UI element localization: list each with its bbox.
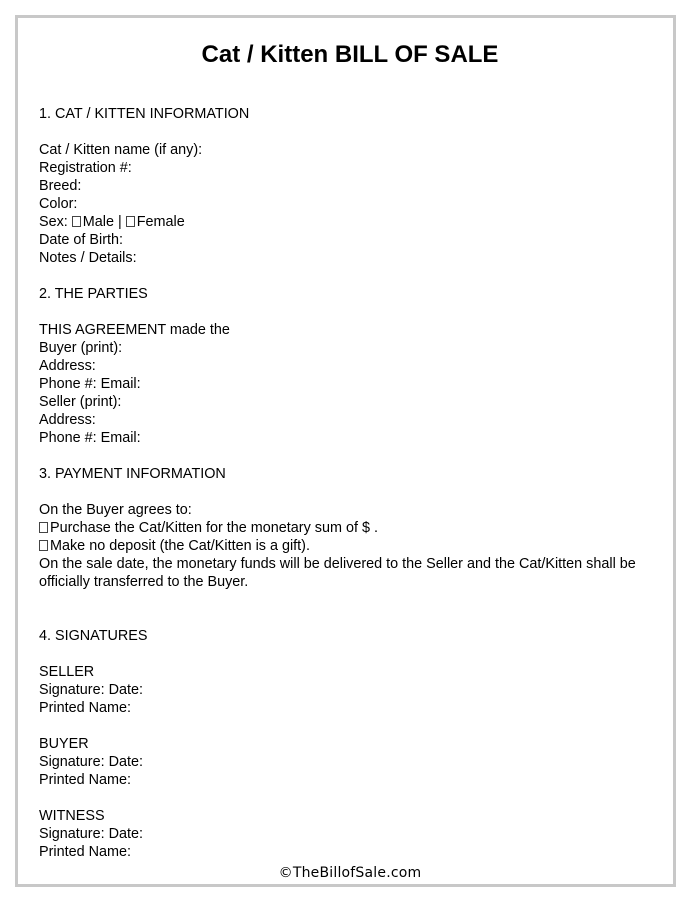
- witness-signature-label: WITNESS: [39, 808, 105, 824]
- gift-checkbox[interactable]: [39, 540, 48, 551]
- payment-option-purchase: [39, 519, 639, 537]
- registration-field: Registration #:: [39, 160, 132, 176]
- sex-field: [39, 213, 639, 231]
- buyer-signature-label: BUYER: [39, 736, 89, 752]
- witness-signature-field: Signature: Date:: [39, 826, 143, 842]
- agreement-line: THIS AGREEMENT made the: [39, 322, 230, 338]
- seller-printed-name-field: Printed Name:: [39, 700, 131, 716]
- buyer-contact-field: Phone #: Email:: [39, 376, 141, 392]
- seller-signature-label: SELLER: [39, 664, 95, 680]
- section-1-heading: 1. CAT / KITTEN INFORMATION: [39, 106, 250, 122]
- sex-label: Sex:: [39, 214, 68, 230]
- section-3-heading: 3. PAYMENT INFORMATION: [39, 466, 226, 482]
- dob-field: Date of Birth:: [39, 232, 123, 248]
- buyer-print-field: Buyer (print):: [39, 340, 123, 356]
- seller-print-field: Seller (print):: [39, 394, 122, 410]
- payment-option-gift: [39, 537, 639, 555]
- purchase-label: Purchase the Cat/Kitten for the monetary sum of $ .: [50, 520, 378, 536]
- color-field: Color:: [39, 196, 78, 212]
- male-checkbox[interactable]: [72, 216, 81, 227]
- payment-intro: On the Buyer agrees to:: [39, 502, 192, 518]
- purchase-checkbox[interactable]: [39, 522, 48, 533]
- buyer-signature-field: Signature: Date:: [39, 754, 143, 770]
- breed-field: Breed:: [39, 178, 82, 194]
- seller-signature-field: Signature: Date:: [39, 682, 143, 698]
- seller-address-field: Address:: [39, 412, 96, 428]
- copyright-footer: ©TheBillofSale.com: [278, 865, 422, 881]
- notes-field: Notes / Details:: [39, 250, 137, 266]
- female-label: Female: [136, 214, 185, 230]
- male-label: Male |: [82, 214, 122, 230]
- witness-printed-name-field: Printed Name:: [39, 844, 131, 860]
- cat-name-field: Cat / Kitten name (if any):: [39, 142, 203, 158]
- seller-contact-field: Phone #: Email:: [39, 430, 141, 446]
- buyer-printed-name-field: Printed Name:: [39, 772, 131, 788]
- sale-date-paragraph: On the sale date, the monetary funds will be delivered to the Seller and the Cat/Kitten shall be officially transferred to the Buyer.: [39, 556, 636, 590]
- buyer-address-field: Address:: [39, 358, 96, 374]
- gift-label: Make no deposit (the Cat/Kitten is a gift).: [50, 538, 310, 554]
- document-body: [39, 105, 639, 861]
- document-title: Cat / Kitten BILL OF SALE: [201, 41, 499, 68]
- section-2-heading: 2. THE PARTIES: [39, 286, 148, 302]
- section-4-heading: 4. SIGNATURES: [39, 628, 148, 644]
- female-checkbox[interactable]: [126, 216, 135, 227]
